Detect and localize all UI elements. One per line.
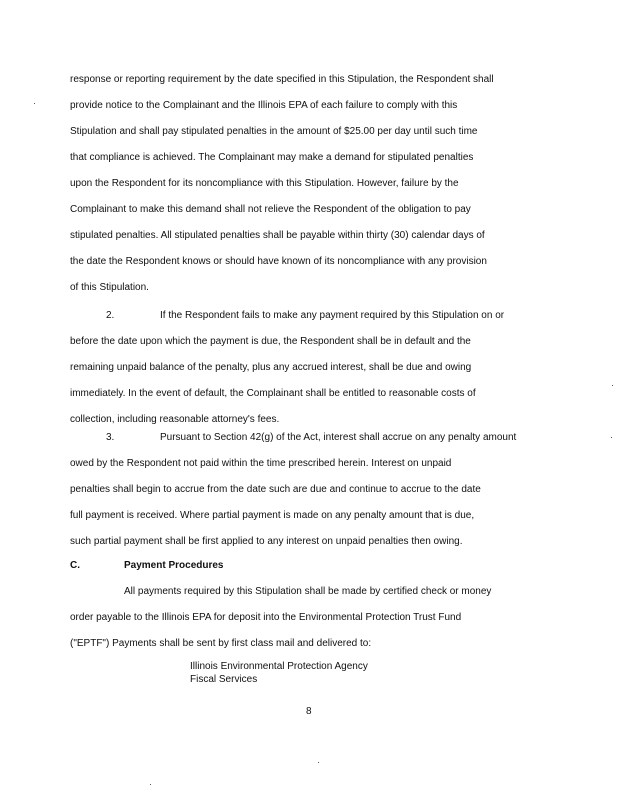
section-letter: C. — [70, 560, 80, 571]
text-line: collection, including reasonable attorney's fees. — [70, 414, 280, 425]
text-line: that compliance is achieved. The Complainant may make a demand for stipulated penalties — [70, 152, 474, 163]
text-line: All payments required by this Stipulation shall be made by certified check or money — [124, 586, 492, 597]
section-title: Payment Procedures — [124, 560, 224, 571]
text-line: Stipulation and shall pay stipulated penalties in the amount of $25.00 per day until such time — [70, 126, 478, 137]
text-line: immediately. In the event of default, the Complainant shall be entitled to reasonable costs of — [70, 388, 476, 399]
scan-speck — [612, 385, 613, 386]
text-line: provide notice to the Complainant and the Illinois EPA of each failure to comply with this — [70, 100, 458, 111]
paragraph-number: 2. — [106, 310, 115, 321]
text: If the Respondent fails to make any payment required by this Stipulation on or — [160, 310, 505, 321]
text-line: upon the Respondent for its noncompliance with this Stipulation. However, failure by the — [70, 178, 459, 189]
paragraph-3 — [70, 425, 560, 555]
scan-speck — [318, 762, 319, 763]
paragraph-number: 3. — [106, 432, 115, 443]
text-line: Complainant to make this demand shall not relieve the Respondent of the obligation to pay — [70, 204, 471, 215]
scan-speck — [611, 437, 612, 438]
text-line: the date the Respondent knows or should have known of its noncompliance with any provision — [70, 256, 487, 267]
section-heading — [70, 553, 560, 579]
text-line: penalties shall begin to accrue from the date such are due and continue to accrue to the date — [70, 484, 481, 495]
text-line — [70, 303, 560, 329]
text-line: before the date upon which the payment is due, the Respondent shall be in default and the — [70, 336, 471, 347]
paragraph-1 — [70, 67, 560, 301]
text-line: of this Stipulation. — [70, 282, 149, 293]
text-line: full payment is received. Where partial payment is made on any penalty amount that is due, — [70, 510, 475, 521]
address-line: Fiscal Services — [190, 674, 258, 685]
text-line: order payable to the Illinois EPA for deposit into the Environmental Protection Trust Fund — [70, 612, 462, 623]
text: Pursuant to Section 42(g) of the Act, interest shall accrue on any penalty amount — [160, 432, 517, 443]
scan-speck — [34, 103, 35, 104]
address-line: Illinois Environmental Protection Agency — [190, 661, 368, 672]
text-line: stipulated penalties. All stipulated penalties shall be payable within thirty (30) calendar days of — [70, 230, 485, 241]
text-line: ("EPTF") Payments shall be sent by first class mail and delivered to: — [70, 638, 372, 649]
mailing-address — [190, 660, 368, 686]
section-c — [70, 553, 560, 657]
text-line: response or reporting requirement by the date specified in this Stipulation, the Respondent shall — [70, 74, 494, 85]
scan-speck — [150, 784, 151, 785]
text-line: owed by the Respondent not paid within the time prescribed herein. Interest on unpaid — [70, 458, 452, 469]
text-line — [70, 425, 560, 451]
paragraph-2 — [70, 303, 560, 433]
page-number: 8 — [306, 706, 312, 717]
text-line: remaining unpaid balance of the penalty, plus any accrued interest, shall be due and owing — [70, 362, 472, 373]
text-line: such partial payment shall be first applied to any interest on unpaid penalties then owing. — [70, 536, 463, 547]
